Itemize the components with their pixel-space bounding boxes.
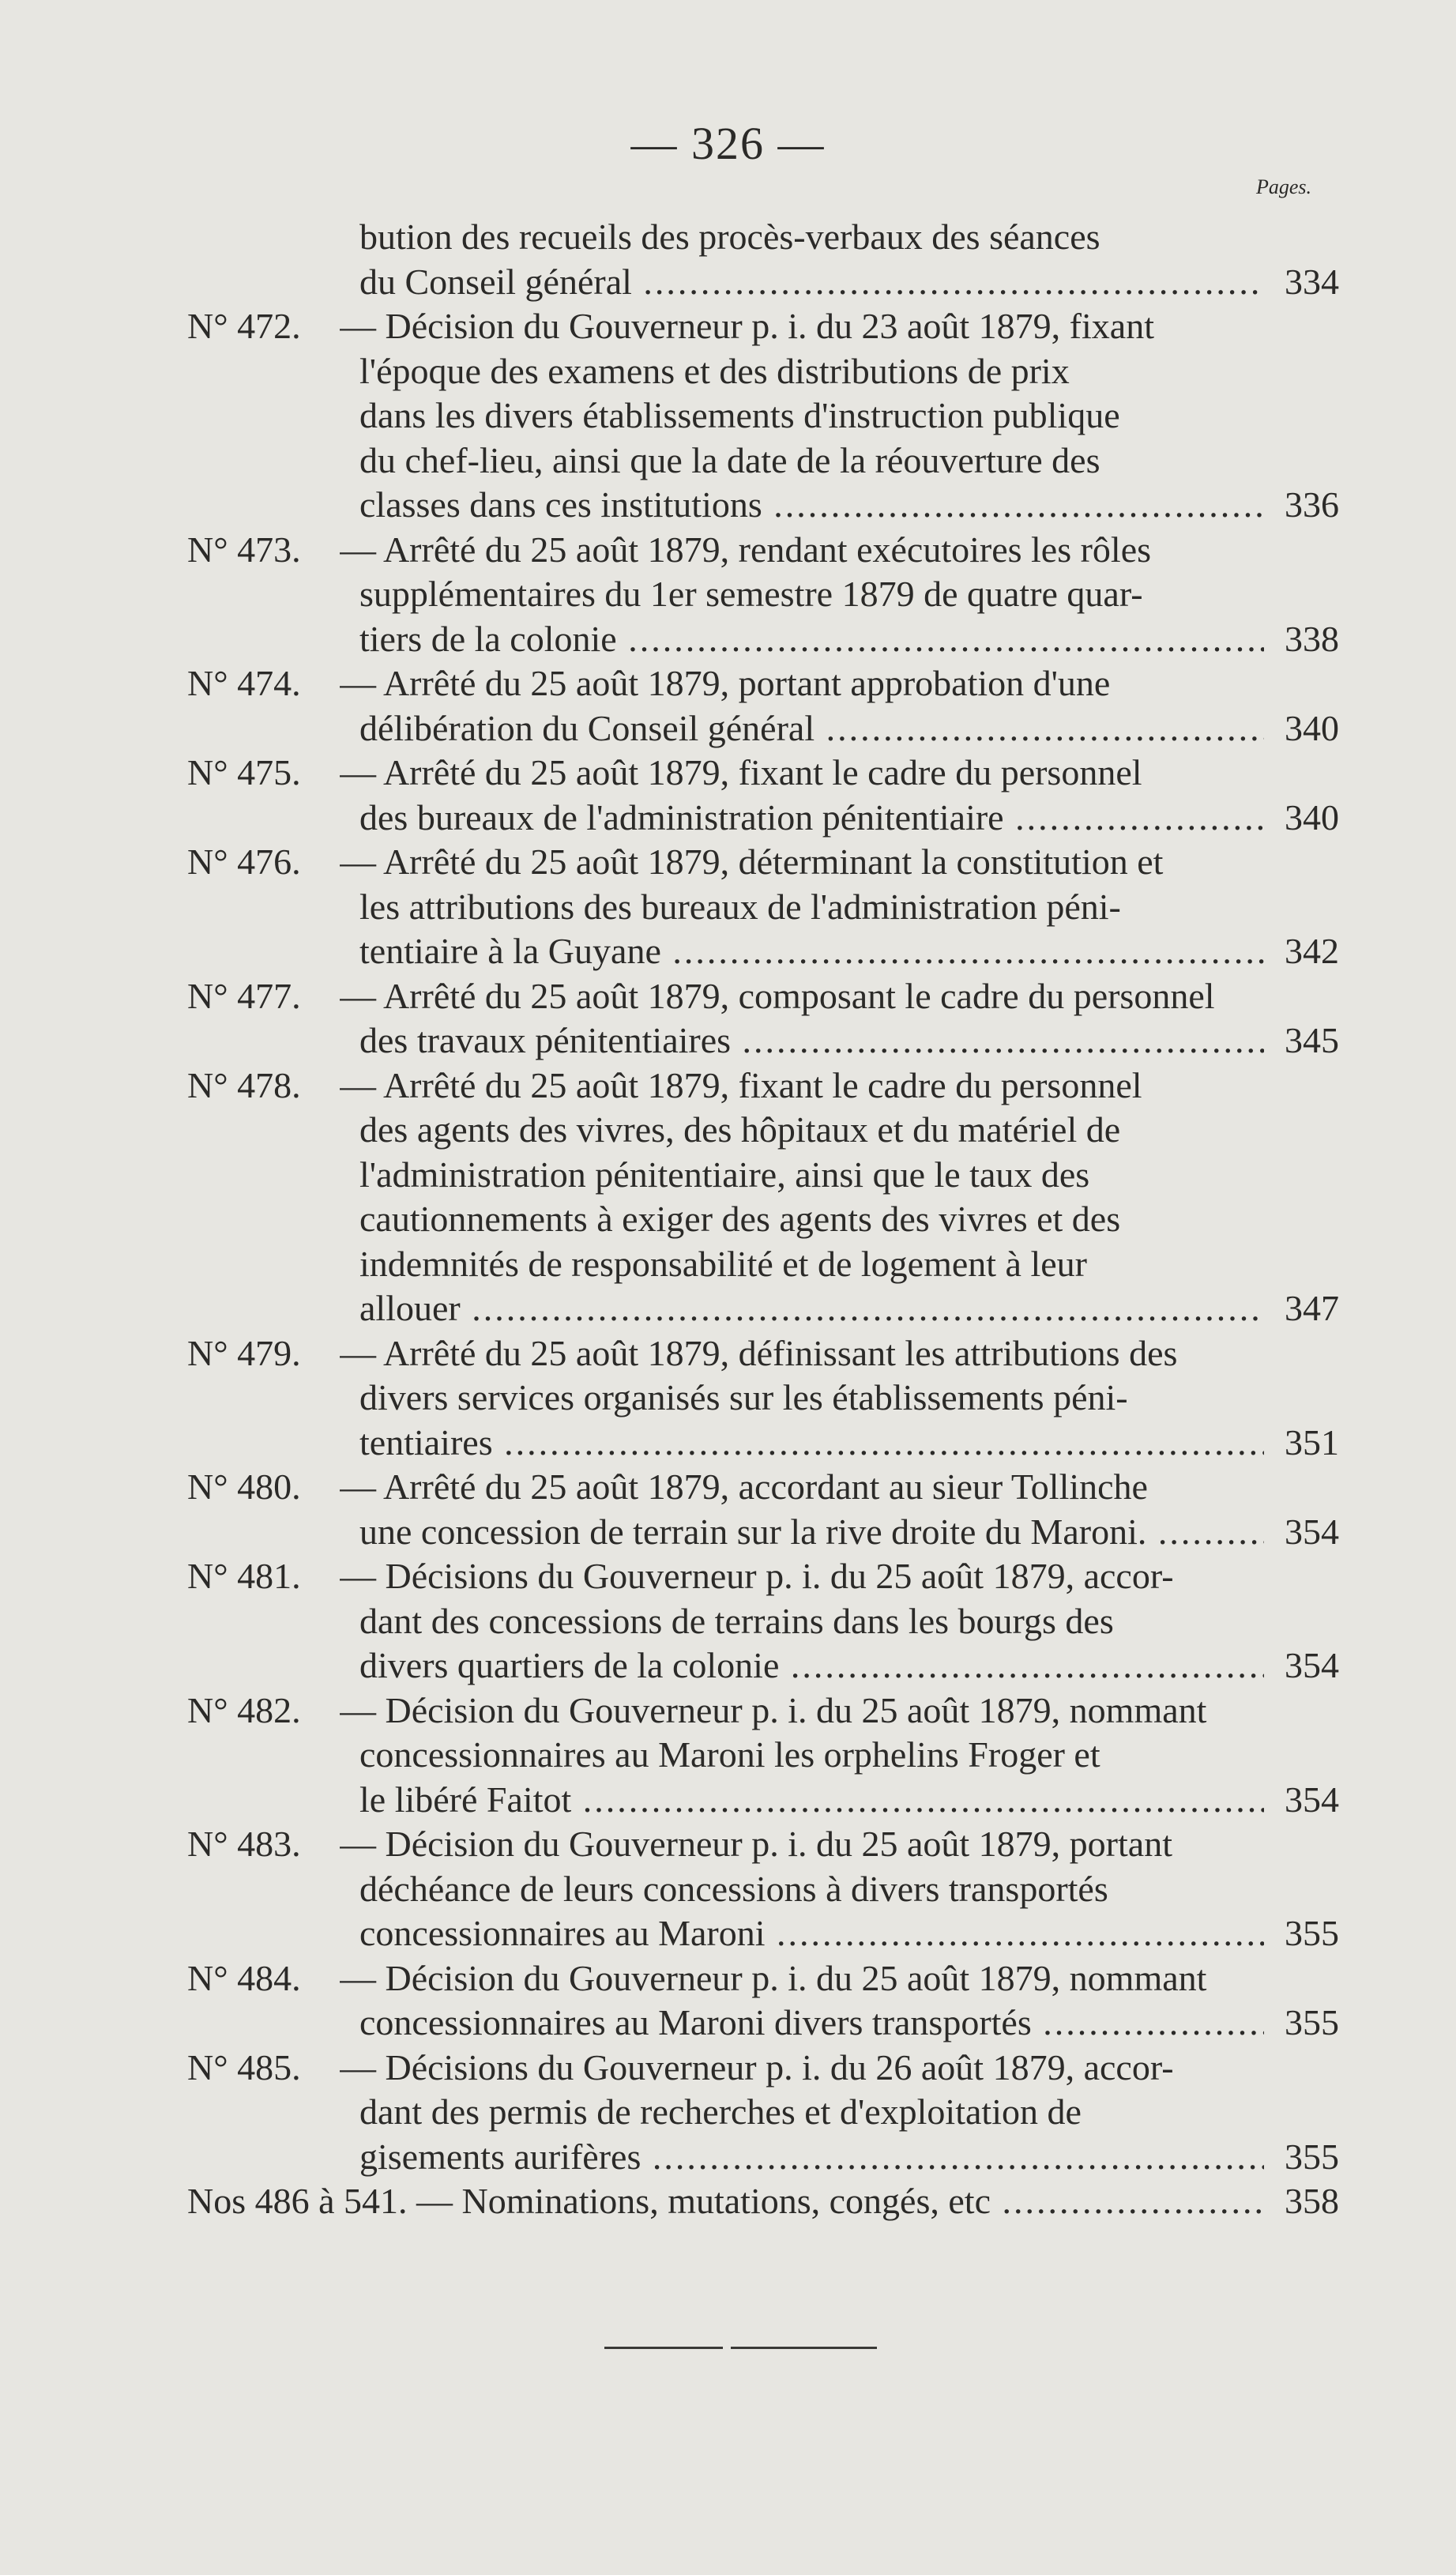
entry-text: — Arrêté du 25 août 1879, fixant le cadre du personnel: [340, 1064, 1142, 1105]
toc-line: [0, 260, 1456, 305]
entry-number: N° 480.: [187, 1466, 301, 1507]
entry-text: tentiaires .....: [359, 1421, 1264, 1466]
toc-line: [0, 1688, 1456, 1734]
entry-text: délibération du Conseil général .....: [359, 706, 1264, 751]
toc-line: [0, 2135, 1456, 2180]
toc-line: [0, 1376, 1456, 1421]
toc-line: [0, 1064, 1456, 1109]
entry-text: dant des concessions de terrains dans les bourgs des: [359, 1600, 1114, 1641]
entry-text: classes dans ces institutions .....: [359, 483, 1264, 528]
toc-entry: [0, 1064, 1456, 1331]
toc-line: [0, 929, 1456, 974]
entry-page: 351: [1285, 1421, 1339, 1463]
entry-text: le libéré Faitot .....: [359, 1778, 1264, 1823]
entry-number: N° 472.: [187, 306, 301, 346]
toc-line: [0, 974, 1456, 1019]
entry-number: N° 473.: [187, 529, 301, 570]
entry-number: N° 475.: [187, 752, 301, 792]
toc-entry: [0, 1956, 1456, 2046]
table-of-contents: [0, 215, 1456, 2224]
entry-text: allouer .....: [359, 1286, 1264, 1331]
entry-page: 354: [1285, 1645, 1339, 1685]
entry-text: divers quartiers de la colonie .....: [359, 1643, 1264, 1688]
entry-text: — Arrêté du 25 août 1879, composant le cadre du personnel: [340, 975, 1215, 1016]
entry-number: N° 484.: [187, 1957, 301, 1998]
entry-text: l'époque des examens et des distributions de prix: [359, 350, 1070, 391]
toc-entry: [0, 215, 1456, 304]
entry-number: N° 474.: [187, 663, 301, 703]
entry-text: du Conseil général .....: [359, 260, 1264, 305]
toc-line: [0, 1242, 1456, 1287]
entry-page: 340: [1285, 707, 1339, 748]
toc-line: [0, 1822, 1456, 1867]
toc-line: [0, 1554, 1456, 1599]
entry-text: — Arrêté du 25 août 1879, définissant les attributions des: [340, 1332, 1178, 1373]
entry-text: bution des recueils des procès-verbaux des séances: [359, 216, 1100, 257]
toc-entry: [0, 2179, 1456, 2224]
entry-text: des travaux pénitentiaires .....: [359, 1018, 1264, 1064]
toc-line: [0, 617, 1456, 662]
toc-entry: [0, 528, 1456, 662]
entry-page: 354: [1285, 1779, 1339, 1820]
toc-line: [0, 2090, 1456, 2135]
entry-text: une concession de terrain sur la rive droite du Maroni. .....: [359, 1510, 1264, 1555]
toc-line: [0, 1108, 1456, 1153]
entry-text: les attributions des bureaux de l'administration péni-: [359, 886, 1121, 927]
toc-line: [0, 215, 1456, 260]
entry-text: — Décision du Gouverneur p. i. du 25 août 1879, nommant: [340, 1689, 1207, 1730]
toc-line: [0, 2001, 1456, 2046]
toc-entry: [0, 840, 1456, 974]
toc-line: [0, 1911, 1456, 1956]
toc-line: [0, 1733, 1456, 1778]
entry-text: concessionnaires au Maroni .....: [359, 1911, 1264, 1956]
entry-number: N° 476.: [187, 841, 301, 882]
entry-page: 354: [1285, 1511, 1339, 1552]
entry-text: des agents des vivres, des hôpitaux et du matériel de: [359, 1109, 1121, 1150]
entry-page: 345: [1285, 1020, 1339, 1060]
toc-entry: [0, 661, 1456, 751]
entry-page: 355: [1285, 2136, 1339, 2177]
entry-number: N° 478.: [187, 1064, 301, 1105]
entry-text: Nos 486 à 541. — Nominations, mutations, congés, etc .....: [187, 2179, 1264, 2224]
entry-text: divers services organisés sur les établissements péni-: [359, 1377, 1128, 1417]
toc-line: [0, 885, 1456, 930]
toc-line: [0, 2046, 1456, 2091]
toc-line: [0, 1331, 1456, 1376]
toc-line: [0, 1867, 1456, 1912]
entry-text: dant des permis de recherches et d'exploitation de: [359, 2091, 1082, 2132]
entry-text: indemnités de responsabilité et de logement à leur: [359, 1243, 1087, 1284]
toc-entry: [0, 1331, 1456, 1466]
toc-line: [0, 1018, 1456, 1064]
entry-text: du chef-lieu, ainsi que la date de la réouverture des: [359, 439, 1100, 480]
entry-number: N° 485.: [187, 2046, 301, 2087]
entry-text: — Arrêté du 25 août 1879, fixant le cadre du personnel: [340, 752, 1142, 792]
toc-line: [0, 1286, 1456, 1331]
entry-text: — Décisions du Gouverneur p. i. du 25 août 1879, accor-: [340, 1556, 1174, 1596]
toc-line: [0, 528, 1456, 573]
entry-text: — Décisions du Gouverneur p. i. du 26 août 1879, accor-: [340, 2046, 1174, 2087]
toc-line: [0, 439, 1456, 484]
toc-entry: [0, 1688, 1456, 1823]
entry-number: N° 477.: [187, 975, 301, 1016]
entry-number: N° 483.: [187, 1824, 301, 1864]
toc-line: [0, 661, 1456, 706]
toc-line: [0, 572, 1456, 617]
end-rule: [604, 2347, 877, 2349]
entry-text: — Arrêté du 25 août 1879, rendant exécutoires les rôles: [340, 529, 1152, 570]
entry-page: 342: [1285, 931, 1339, 971]
toc-line: [0, 304, 1456, 349]
toc-entry: [0, 1465, 1456, 1554]
toc-line: [0, 483, 1456, 528]
toc-line: [0, 1778, 1456, 1823]
entry-number: N° 482.: [187, 1689, 301, 1730]
entry-text: concessionnaires au Maroni divers transportés .....: [359, 2001, 1264, 2046]
entry-text: l'administration pénitentiaire, ainsi que le taux des: [359, 1154, 1090, 1195]
entry-text: tentiaire à la Guyane .....: [359, 929, 1264, 974]
entry-page: 355: [1285, 2002, 1339, 2042]
entry-text: supplémentaires du 1er semestre 1879 de quatre quar-: [359, 574, 1143, 614]
page-number: — 326 —: [630, 118, 826, 169]
toc-entry: [0, 974, 1456, 1064]
entry-text: gisements aurifères .....: [359, 2135, 1264, 2180]
entry-page: 338: [1285, 618, 1339, 659]
toc-entry: [0, 751, 1456, 840]
toc-line: [0, 1956, 1456, 2001]
entry-page: 347: [1285, 1288, 1339, 1328]
entry-text: — Décision du Gouverneur p. i. du 25 août 1879, portant: [340, 1824, 1172, 1864]
entry-text: déchéance de leurs concessions à divers transportés: [359, 1868, 1108, 1909]
entry-text: tiers de la colonie .....: [359, 617, 1264, 662]
entry-number: N° 481.: [187, 1556, 301, 1596]
toc-line: [0, 1599, 1456, 1644]
toc-line: [0, 2179, 1456, 2224]
entry-page: 358: [1285, 2181, 1339, 2221]
entry-number: N° 479.: [187, 1332, 301, 1373]
entry-page: 340: [1285, 796, 1339, 838]
toc-line: [0, 349, 1456, 394]
toc-line: [0, 1197, 1456, 1242]
pages-column-label: Pages.: [1256, 175, 1312, 198]
entry-page: 334: [1285, 261, 1339, 302]
toc-line: [0, 751, 1456, 796]
toc-line: [0, 1153, 1456, 1198]
toc-entry: [0, 304, 1456, 528]
entry-text: — Arrêté du 25 août 1879, portant approbation d'une: [340, 663, 1111, 703]
toc-line: [0, 1465, 1456, 1510]
entry-text: — Décision du Gouverneur p. i. du 23 août 1879, fixant: [340, 306, 1154, 346]
toc-line: [0, 796, 1456, 841]
toc-entry: [0, 2046, 1456, 2180]
toc-line: [0, 1421, 1456, 1466]
entry-text: — Arrêté du 25 août 1879, accordant au sieur Tollinche: [340, 1466, 1148, 1507]
toc-entry: [0, 1554, 1456, 1688]
toc-line: [0, 1643, 1456, 1688]
entry-text: des bureaux de l'administration pénitentiaire .....: [359, 796, 1264, 841]
entry-text: — Arrêté du 25 août 1879, déterminant la constitution et: [340, 841, 1164, 882]
toc-entry: [0, 1822, 1456, 1956]
entry-text: dans les divers établissements d'instruction publique: [359, 395, 1120, 435]
toc-line: [0, 840, 1456, 885]
entry-text: cautionnements à exiger des agents des vivres et des: [359, 1199, 1121, 1239]
toc-line: [0, 706, 1456, 751]
entry-page: 355: [1285, 1913, 1339, 1953]
toc-line: [0, 1510, 1456, 1555]
toc-line: [0, 393, 1456, 439]
entry-page: 336: [1285, 484, 1339, 525]
entry-text: concessionnaires au Maroni les orphelins Froger et: [359, 1734, 1100, 1775]
entry-text: — Décision du Gouverneur p. i. du 25 août 1879, nommant: [340, 1957, 1207, 1998]
